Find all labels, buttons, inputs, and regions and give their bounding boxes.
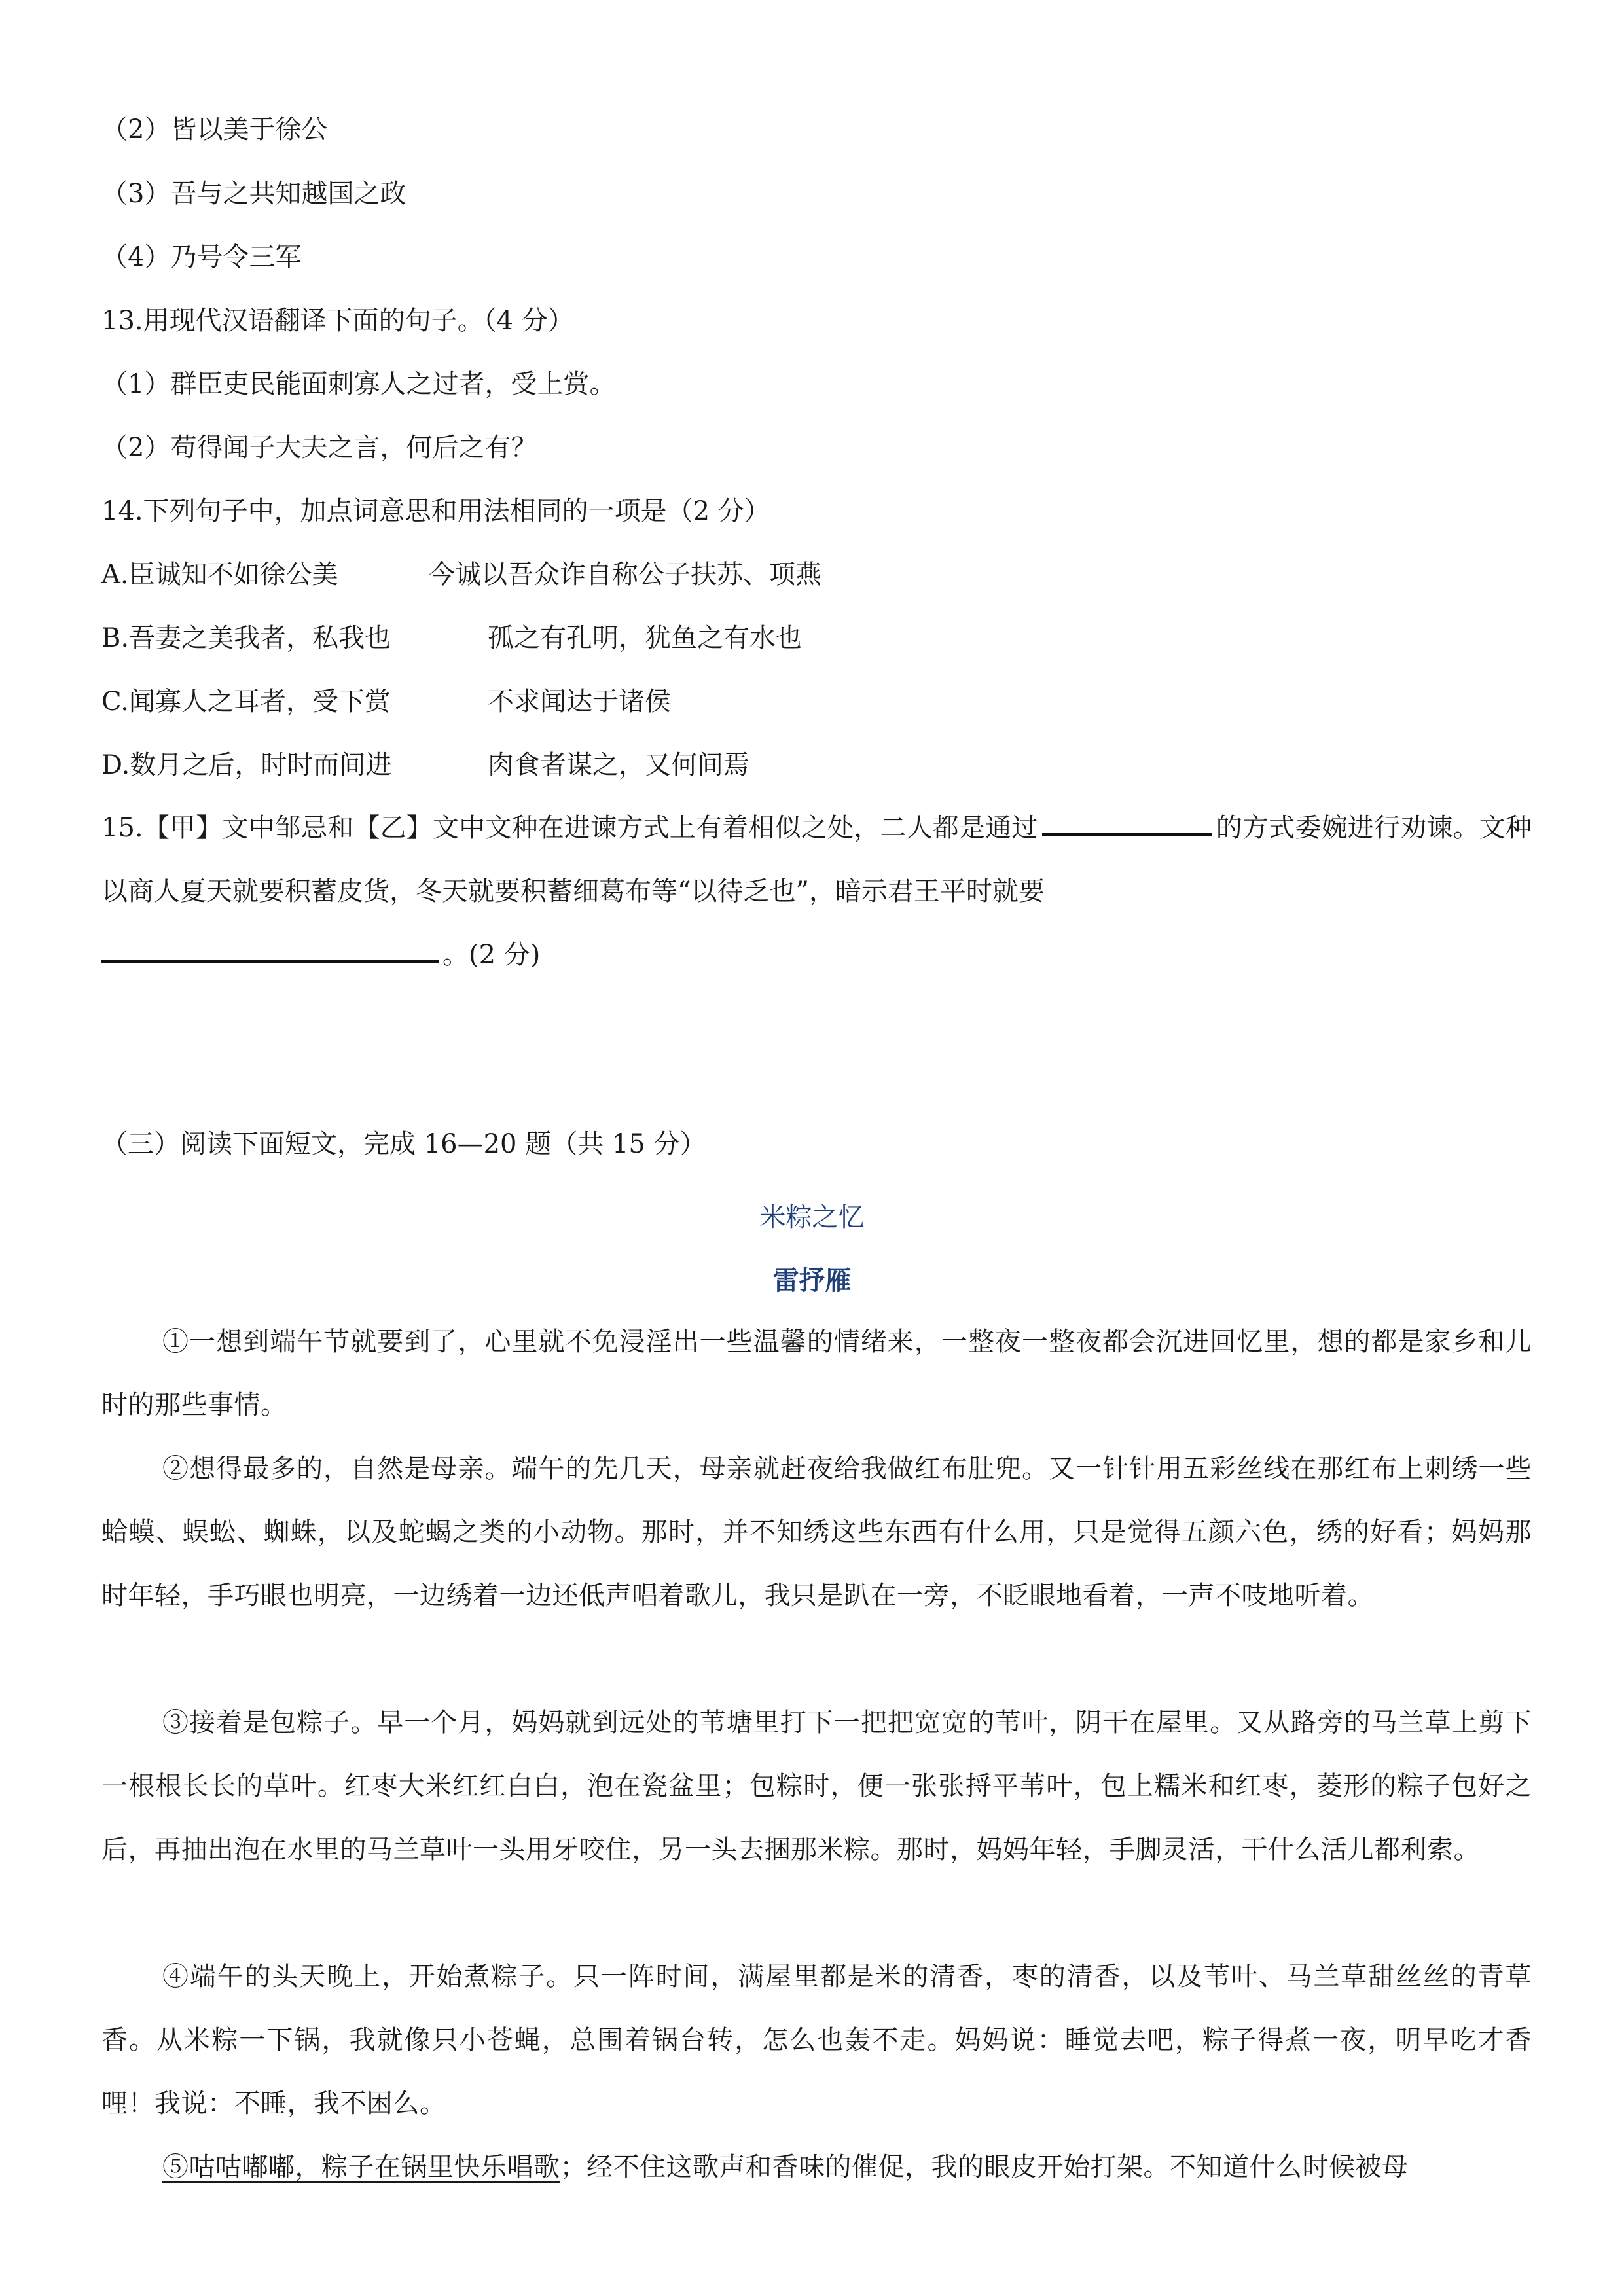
q14-option-c-right: 不求闻达于诸侯 bbox=[488, 687, 671, 717]
article-paragraph-3: ③接着是包粽子。早一个月，妈妈就到远处的苇塘里打下一把把宽宽的苇叶，阴干在屋里。又从路旁的马兰草上剪下一根根长长的草叶。红枣大米红红白白，泡在瓷盆里；包粽时，便一张张捋平苇叶，包上糯米和红枣，菱形的粽子包好之后，再抽出泡在水里的马兰草叶一头用牙咬住，另一头去捆那米粽。那时，妈妈年轻，手脚灵活，干什么活儿都利索。 bbox=[101, 1708, 1532, 1865]
q15-part3: 。(2 分) bbox=[442, 940, 541, 970]
underlined-sentence: ⑤咕咕嘟嘟，粽子在锅里快乐唱歌 bbox=[162, 2152, 560, 2182]
article-title: 米粽之忆 bbox=[759, 1202, 865, 1232]
article-paragraph-2: ②想得最多的，自然是母亲。端午的先几天，母亲就赶夜给我做红布肚兜。又一针针用五彩丝线在那红布上刺绣一些蛤蟆、蜈蚣、蜘蛛，以及蛇蝎之类的小动物。那时，并不知绣这些东西有什么用，只是觉得五颜六色，绣的好看；妈妈那时年轻，手巧眼也明亮，一边绣着一边还低声唱着歌儿，我只是趴在一旁，不眨眼地看着，一声不吱地听着。 bbox=[101, 1454, 1532, 1611]
q14-option-a-left: A.臣诚知不如徐公美 bbox=[101, 560, 338, 590]
q15-question bbox=[101, 797, 1532, 987]
article-paragraph-4: ④端午的头天晚上，开始煮粽子。只一阵时间，满屋里都是米的清香，枣的清香，以及苇叶、马兰草甜丝丝的青草香。从米粽一下锅，我就像只小苍蝇，总围着锅台转，怎么也轰不走。妈妈说：睡觉去吧，粽子得煮一夜，明早吃才香哩！我说：不睡，我不困么。 bbox=[101, 1962, 1532, 2119]
q13-item-2: （2）苟得闻子大夫之言，何后之有？ bbox=[101, 433, 537, 463]
section3-heading: （三）阅读下面短文，完成 16—20 题（共 15 分） bbox=[101, 1129, 706, 1159]
q15-part1: 15.【甲】文中邹忌和【乙】文中文种在进谏方式上有着相似之处，二人都是通过 bbox=[101, 813, 1038, 843]
q14-option-a-right: 今诚以吾众诈自称公子扶苏、项燕 bbox=[429, 560, 821, 590]
q12-item-2: （2）皆以美于徐公 bbox=[101, 115, 328, 145]
article-paragraph-1: ①一想到端午节就要到了，心里就不免浸淫出一些温馨的情绪来，一整夜一整夜都会沉进回忆里，想的都是家乡和儿时的那些事情。 bbox=[101, 1327, 1532, 1420]
q15-part2: 的方式委婉进行劝谏。文种以商人夏天就要积蓄皮货，冬天就要积蓄细葛布等“以待乏也”，暗示君王平时就要 bbox=[101, 813, 1532, 906]
q15-answer-blank-1[interactable] bbox=[1042, 810, 1212, 836]
q12-item-3: （3）吾与之共知越国之政 bbox=[101, 179, 406, 209]
q13-item-1: （1）群臣吏民能面刺寡人之过者，受上赏。 bbox=[101, 369, 616, 399]
q14-option-b-right: 孤之有孔明，犹鱼之有水也 bbox=[488, 623, 802, 653]
q14-stem: 14.下列句子中，加点词意思和用法相同的一项是（2 分） bbox=[101, 496, 770, 526]
paragraph-5-rest: ；经不住这歌声和香味的催促，我的眼皮开始打架。不知道什么时候被母 bbox=[560, 2152, 1409, 2182]
article-paragraph-5 bbox=[101, 2136, 1532, 2199]
q14-option-c-left: C.闻寡人之耳者，受下赏 bbox=[101, 687, 391, 717]
q14-option-b-left: B.吾妻之美我者，私我也 bbox=[101, 623, 391, 653]
q14-option-d-right: 肉食者谋之，又何间焉 bbox=[488, 750, 749, 780]
q15-answer-blank-2[interactable] bbox=[101, 937, 439, 963]
q14-option-d-left: D.数月之后，时时而间进 bbox=[101, 750, 392, 780]
q13-stem: 13.用现代汉语翻译下面的句子。（4 分） bbox=[101, 306, 574, 336]
article-author: 雷抒雁 bbox=[772, 1266, 852, 1296]
q12-item-4: （4）乃号令三军 bbox=[101, 242, 302, 272]
